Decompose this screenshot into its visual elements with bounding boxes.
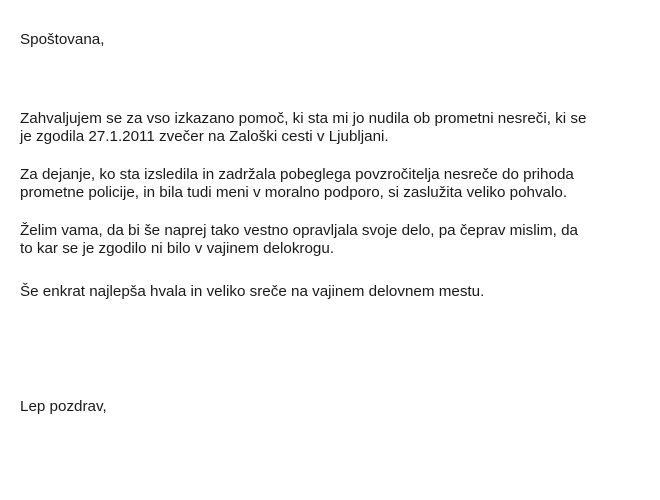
letter-closing: Lep pozdrav, — [20, 398, 107, 415]
letter-greeting: Spoštovana, — [20, 31, 105, 48]
paragraph-line: Želim vama, da bi še naprej tako vestno opravljala svoje delo, pa čeprav mislim, da — [20, 222, 578, 239]
paragraph-line: Še enkrat najlepša hvala in veliko sreče na vajinem delovnem mestu. — [20, 283, 485, 300]
paragraph-praise — [20, 166, 574, 202]
paragraph-thanks — [20, 110, 586, 146]
paragraph-line: Zahvaljujem se za vso izkazano pomoč, ki sta mi jo nudila ob prometni nesreči, ki se — [20, 110, 587, 127]
paragraph-line: je zgodila 27.1.2011 zvečer na Zaloški cesti v Ljubljani. — [20, 128, 389, 145]
paragraph-line: to kar se je zgodilo ni bilo v vajinem delokrogu. — [20, 240, 335, 257]
paragraph-final-thanks — [20, 283, 484, 301]
paragraph-line: prometne policije, in bila tudi meni v moralno podporo, si zaslužita veliko pohvalo. — [20, 184, 568, 201]
paragraph-line: Za dejanje, ko sta izsledila in zadržala pobeglega povzročitelja nesreče do prihoda — [20, 166, 574, 183]
paragraph-wishes — [20, 222, 578, 258]
